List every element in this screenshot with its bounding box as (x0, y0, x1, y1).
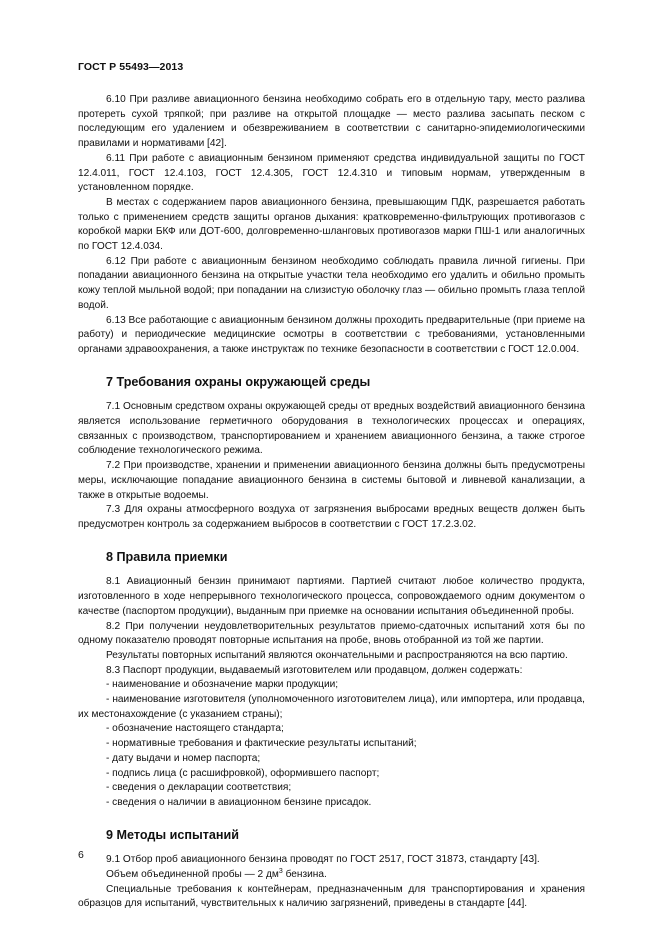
paragraph-6-12: 6.12 При работе с авиационным бензином необходимо соблюдать правила личной гигиены. При попадании авиационного бензина на открытые участки тела необходимо его удалить и обильно промыть кожу теплой мыльной водой; при попадании на слизистую оболочку глаз — обильно промыть глаза теплой водой. (78, 255, 585, 311)
paragraph-9-1-containers: Специальные требования к контейнерам, предназначенным для транспортирования и хранения образцов для испытаний, чувствительных к наличию загрязнений, приведены в стандарте [44]. (78, 883, 585, 910)
paragraph-9-1: 9.1 Отбор проб авиационного бензина проводят по ГОСТ 2517, ГОСТ 31873, стандарту [43]. (106, 854, 540, 866)
list-item: - наименование изготовителя (уполномоченного изготовителем лица), или импортера, или продавца, их местонахождение (с указанием страны); (78, 694, 585, 720)
paragraph-8-3: 8.3 Паспорт продукции, выдаваемый изготовителем или продавцом, должен содержать: (106, 664, 523, 676)
section-8-heading: 8 Правила приемки (106, 549, 228, 564)
paragraph-9-1-volume (78, 868, 585, 883)
list-item: - сведения о декларации соответствия; (106, 782, 292, 794)
paragraph-6-10: 6.10 При разливе авиационного бензина необходимо собрать его в отдельную тару, место разлива протереть сухой тряпкой; при разливе на открытой площадке — место разлива засыпать песком с последующим его удалением и обезвреживанием в соответствии с санитарно-эпидемиологическими правилами и нормативами [42]. (78, 94, 585, 150)
list-item: - обозначение настоящего стандарта; (106, 723, 284, 735)
paragraph-6-11-respiratory: В местах с содержанием паров авиационного бензина, превышающим ПДК, разрешается работать только с применением средств защиты органов дыхания: кратковременно-фильтрующих противогазов с коробкой марки БКФ или ДОТ-600, долговременно-шланговых противогазов марки ПШ-1 или аналогичных по ГОСТ 12.4.034. (78, 196, 585, 253)
page-number: 6 (78, 849, 84, 861)
volume-text-end: бензина. (282, 869, 327, 881)
paragraph-7-2: 7.2 При производстве, хранении и применении авиационного бензина должны быть предусмотрены меры, исключающие попадание авиационного бензина в системы бытовой и ливневой канализации, а также в открытые водоемы. (78, 460, 585, 501)
section-9-heading: 9 Методы испытаний (106, 827, 239, 842)
paragraph-7-3: 7.3 Для охраны атмосферного воздуха от загрязнения выбросами вредных веществ должен быть предусмотрен контроль за содержанием выбросов в соответствии с ГОСТ 17.2.3.02. (78, 504, 585, 530)
cubic-superscript: 3 (278, 868, 283, 876)
paragraph-6-11: 6.11 При работе с авиационным бензином применяют средства индивидуальной защиты по ГОСТ 12.4.011, ГОСТ 12.4.103, ГОСТ 12.4.305, ГОСТ 12.4.310 и типовым нормам, утвержденным в установленном порядке. (78, 152, 585, 194)
paragraph-8-2-results: Результаты повторных испытаний являются окончательными и распространяются на всю партию. (106, 649, 568, 661)
list-item: - наименование и обозначение марки продукции; (106, 679, 339, 691)
list-item: - подпись лица (с расшифровкой), оформившего паспорт; (106, 767, 380, 779)
list-item: - дату выдачи и номер паспорта; (106, 752, 261, 764)
paragraph-8-2: 8.2 При получении неудовлетворительных результатов приемо-сдаточных испытаний хотя бы по одному показателю проводят повторные испытания на пробе, вновь отобранной из той же партии. (78, 620, 585, 647)
document-body (78, 93, 585, 912)
volume-text: Объем объединенной пробы — 2 дм (106, 869, 279, 881)
paragraph-7-1: 7.1 Основным средством охраны окружающей среды от вредных воздействий авиационного бензина является использование герметичного оборудования в технологических процессах и операциях, связанных с производством, транспортированием и хранением авиационного бензина, а также строгое соблюдение технологического режима. (78, 401, 585, 457)
paragraph-8-1: 8.1 Авиационный бензин принимают партиями. Партией считают любое количество продукта, изготовленного в ходе непрерывного технологического процесса, сопровождаемого одним документом о качестве (паспортом продукции), выданным при приемке на основании испытания объединенной пробы. (78, 576, 585, 617)
document-code: ГОСТ Р 55493—2013 (78, 61, 184, 73)
paragraph-6-13: 6.13 Все работающие с авиационным бензином должны проходить предварительные (при приеме на работу) и периодические медицинские осмотры в соответствии с требованиями, установленными органами здравоохранения, а также инструктаж по технике безопасности в соответствии с ГОСТ 12.0.004. (78, 314, 585, 355)
section-7-heading: 7 Требования охраны окружающей среды (106, 374, 371, 389)
list-item: - нормативные требования и фактические результаты испытаний; (106, 738, 417, 750)
list-item: - сведения о наличии в авиационном бензине присадок. (106, 796, 372, 808)
